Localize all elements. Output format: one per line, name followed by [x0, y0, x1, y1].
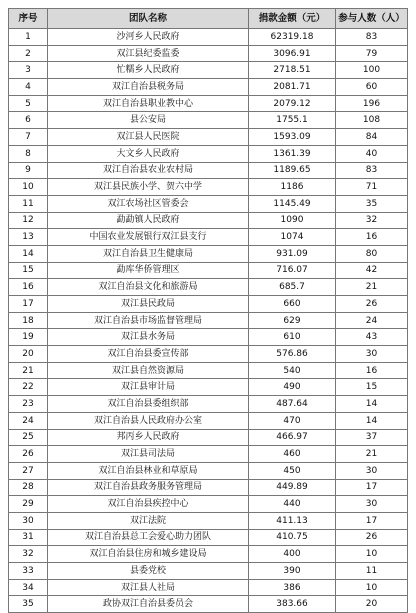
row-participants: 17 — [336, 512, 408, 529]
table-row — [9, 412, 408, 429]
row-participants: 32 — [336, 212, 408, 229]
row-index: 10 — [9, 179, 48, 196]
row-team-name: 勐库华侨管理区 — [48, 262, 249, 279]
row-amount: 685.7 — [249, 279, 336, 296]
row-participants: 42 — [336, 262, 408, 279]
row-amount: 62319.18 — [249, 29, 336, 46]
table-row — [9, 62, 408, 79]
row-team-name: 双江县人民医院 — [48, 129, 249, 146]
table-row — [9, 579, 408, 596]
table-row — [9, 145, 408, 162]
row-amount: 540 — [249, 362, 336, 379]
row-amount: 410.75 — [249, 529, 336, 546]
table-row — [9, 312, 408, 329]
table-row — [9, 279, 408, 296]
table-row — [9, 346, 408, 363]
row-team-name: 双江县人社局 — [48, 579, 249, 596]
row-participants: 24 — [336, 312, 408, 329]
row-amount: 1090 — [249, 212, 336, 229]
row-amount: 1186 — [249, 179, 336, 196]
table-row — [9, 462, 408, 479]
row-participants: 10 — [336, 546, 408, 563]
table-row — [9, 563, 408, 580]
row-participants: 71 — [336, 179, 408, 196]
row-index: 28 — [9, 479, 48, 496]
row-index: 24 — [9, 412, 48, 429]
row-participants: 10 — [336, 579, 408, 596]
table-row — [9, 245, 408, 262]
table-row — [9, 29, 408, 46]
row-amount: 470 — [249, 412, 336, 429]
row-amount: 1361.39 — [249, 145, 336, 162]
row-team-name: 双江自治县卫生健康局 — [48, 245, 249, 262]
row-team-name: 双江法院 — [48, 512, 249, 529]
row-amount: 2718.51 — [249, 62, 336, 79]
table-row — [9, 379, 408, 396]
row-amount: 400 — [249, 546, 336, 563]
row-participants: 37 — [336, 429, 408, 446]
row-index: 21 — [9, 362, 48, 379]
table-row — [9, 212, 408, 229]
row-index: 6 — [9, 112, 48, 129]
row-team-name: 双江农场社区管委会 — [48, 195, 249, 212]
table-row — [9, 296, 408, 313]
table-row — [9, 479, 408, 496]
row-team-name: 双江自治县人民政府办公室 — [48, 412, 249, 429]
row-index: 8 — [9, 145, 48, 162]
table-row — [9, 529, 408, 546]
row-index: 14 — [9, 245, 48, 262]
row-index: 22 — [9, 379, 48, 396]
row-participants: 196 — [336, 95, 408, 112]
row-index: 3 — [9, 62, 48, 79]
row-participants: 43 — [336, 329, 408, 346]
row-participants: 14 — [336, 412, 408, 429]
row-amount: 411.13 — [249, 512, 336, 529]
row-team-name: 双江自治县疾控中心 — [48, 496, 249, 513]
row-team-name: 双江县司法局 — [48, 446, 249, 463]
table-row — [9, 262, 408, 279]
row-amount: 490 — [249, 379, 336, 396]
row-amount: 487.64 — [249, 396, 336, 413]
row-participants: 100 — [336, 62, 408, 79]
header-row — [9, 9, 408, 29]
row-team-name: 双江自治县市场监督管理局 — [48, 312, 249, 329]
row-amount: 610 — [249, 329, 336, 346]
donation-table — [8, 8, 408, 613]
table-body — [9, 29, 408, 613]
row-team-name: 双江自治县委宣传部 — [48, 346, 249, 363]
row-team-name: 双江自治县委组织部 — [48, 396, 249, 413]
row-team-name: 双江县纪委监委 — [48, 45, 249, 62]
row-index: 30 — [9, 512, 48, 529]
row-participants: 84 — [336, 129, 408, 146]
row-index: 5 — [9, 95, 48, 112]
row-index: 18 — [9, 312, 48, 329]
row-team-name: 忙糯乡人民政府 — [48, 62, 249, 79]
row-team-name: 双江县民族小学、贺六中学 — [48, 179, 249, 196]
row-participants: 60 — [336, 79, 408, 96]
table-row — [9, 429, 408, 446]
table-row — [9, 546, 408, 563]
row-index: 9 — [9, 162, 48, 179]
row-index: 31 — [9, 529, 48, 546]
row-index: 12 — [9, 212, 48, 229]
row-participants: 16 — [336, 362, 408, 379]
row-participants: 83 — [336, 29, 408, 46]
row-participants: 80 — [336, 245, 408, 262]
row-amount: 1189.65 — [249, 162, 336, 179]
row-amount: 440 — [249, 496, 336, 513]
table-row — [9, 596, 408, 613]
row-participants: 40 — [336, 145, 408, 162]
row-team-name: 双江县审计局 — [48, 379, 249, 396]
table-row — [9, 129, 408, 146]
row-amount: 716.07 — [249, 262, 336, 279]
table-row — [9, 512, 408, 529]
row-participants: 21 — [336, 446, 408, 463]
row-index: 13 — [9, 229, 48, 246]
row-team-name: 双江自治县住房和城乡建设局 — [48, 546, 249, 563]
row-team-name: 县公安局 — [48, 112, 249, 129]
table-row — [9, 112, 408, 129]
row-amount: 2081.71 — [249, 79, 336, 96]
table-row — [9, 496, 408, 513]
row-amount: 3096.91 — [249, 45, 336, 62]
row-index: 34 — [9, 579, 48, 596]
row-index: 32 — [9, 546, 48, 563]
row-team-name: 勐勐镇人民政府 — [48, 212, 249, 229]
table-row — [9, 162, 408, 179]
row-amount: 466.97 — [249, 429, 336, 446]
row-team-name: 大文乡人民政府 — [48, 145, 249, 162]
row-participants: 108 — [336, 112, 408, 129]
row-amount: 390 — [249, 563, 336, 580]
table-row — [9, 229, 408, 246]
header-index: 序号 — [9, 9, 48, 29]
row-team-name: 邦丙乡人民政府 — [48, 429, 249, 446]
row-participants: 17 — [336, 479, 408, 496]
row-index: 15 — [9, 262, 48, 279]
row-team-name: 双江自治县政务服务管理局 — [48, 479, 249, 496]
row-index: 33 — [9, 563, 48, 580]
row-amount: 576.86 — [249, 346, 336, 363]
row-amount: 450 — [249, 462, 336, 479]
row-team-name: 双江自治县农业农村局 — [48, 162, 249, 179]
row-index: 7 — [9, 129, 48, 146]
table-row — [9, 329, 408, 346]
row-amount: 386 — [249, 579, 336, 596]
row-index: 25 — [9, 429, 48, 446]
row-team-name: 政协双江自治县委员会 — [48, 596, 249, 613]
row-participants: 30 — [336, 496, 408, 513]
table-row — [9, 362, 408, 379]
table-row — [9, 79, 408, 96]
row-index: 35 — [9, 596, 48, 613]
row-index: 29 — [9, 496, 48, 513]
row-team-name: 双江自治县文化和旅游局 — [48, 279, 249, 296]
row-participants: 15 — [336, 379, 408, 396]
table-header — [9, 9, 408, 29]
table-row — [9, 179, 408, 196]
row-amount: 1074 — [249, 229, 336, 246]
row-team-name: 县委党校 — [48, 563, 249, 580]
table-row — [9, 95, 408, 112]
row-team-name: 双江县民政局 — [48, 296, 249, 313]
row-amount: 629 — [249, 312, 336, 329]
row-amount: 2079.12 — [249, 95, 336, 112]
row-index: 1 — [9, 29, 48, 46]
header-amount: 捐款金额（元） — [249, 9, 336, 29]
row-participants: 14 — [336, 396, 408, 413]
row-participants: 79 — [336, 45, 408, 62]
table-row — [9, 446, 408, 463]
row-index: 26 — [9, 446, 48, 463]
row-participants: 30 — [336, 346, 408, 363]
row-amount: 1145.49 — [249, 195, 336, 212]
row-index: 16 — [9, 279, 48, 296]
row-amount: 931.09 — [249, 245, 336, 262]
row-team-name: 双江自治县税务局 — [48, 79, 249, 96]
row-participants: 26 — [336, 296, 408, 313]
row-index: 27 — [9, 462, 48, 479]
row-participants: 21 — [336, 279, 408, 296]
row-index: 11 — [9, 195, 48, 212]
table-row — [9, 396, 408, 413]
row-team-name: 中国农业发展银行双江县支行 — [48, 229, 249, 246]
row-amount: 460 — [249, 446, 336, 463]
row-team-name: 双江县水务局 — [48, 329, 249, 346]
row-team-name: 双江县自然资源局 — [48, 362, 249, 379]
row-amount: 660 — [249, 296, 336, 313]
row-participants: 20 — [336, 596, 408, 613]
row-participants: 11 — [336, 563, 408, 580]
table-row — [9, 195, 408, 212]
row-index: 17 — [9, 296, 48, 313]
row-amount: 383.66 — [249, 596, 336, 613]
row-index: 19 — [9, 329, 48, 346]
row-team-name: 双江自治县职业教中心 — [48, 95, 249, 112]
row-index: 2 — [9, 45, 48, 62]
row-index: 4 — [9, 79, 48, 96]
row-amount: 1755.1 — [249, 112, 336, 129]
row-team-name: 双江自治县林业和草原局 — [48, 462, 249, 479]
row-participants: 26 — [336, 529, 408, 546]
header-participants: 参与人数（人） — [336, 9, 408, 29]
row-participants: 16 — [336, 229, 408, 246]
row-amount: 449.89 — [249, 479, 336, 496]
row-participants: 35 — [336, 195, 408, 212]
row-participants: 30 — [336, 462, 408, 479]
row-amount: 1593.09 — [249, 129, 336, 146]
row-team-name: 双江自治县总工会爱心助力团队 — [48, 529, 249, 546]
table-row — [9, 45, 408, 62]
row-participants: 83 — [336, 162, 408, 179]
header-team-name: 团队名称 — [48, 9, 249, 29]
row-index: 20 — [9, 346, 48, 363]
row-team-name: 沙河乡人民政府 — [48, 29, 249, 46]
row-index: 23 — [9, 396, 48, 413]
